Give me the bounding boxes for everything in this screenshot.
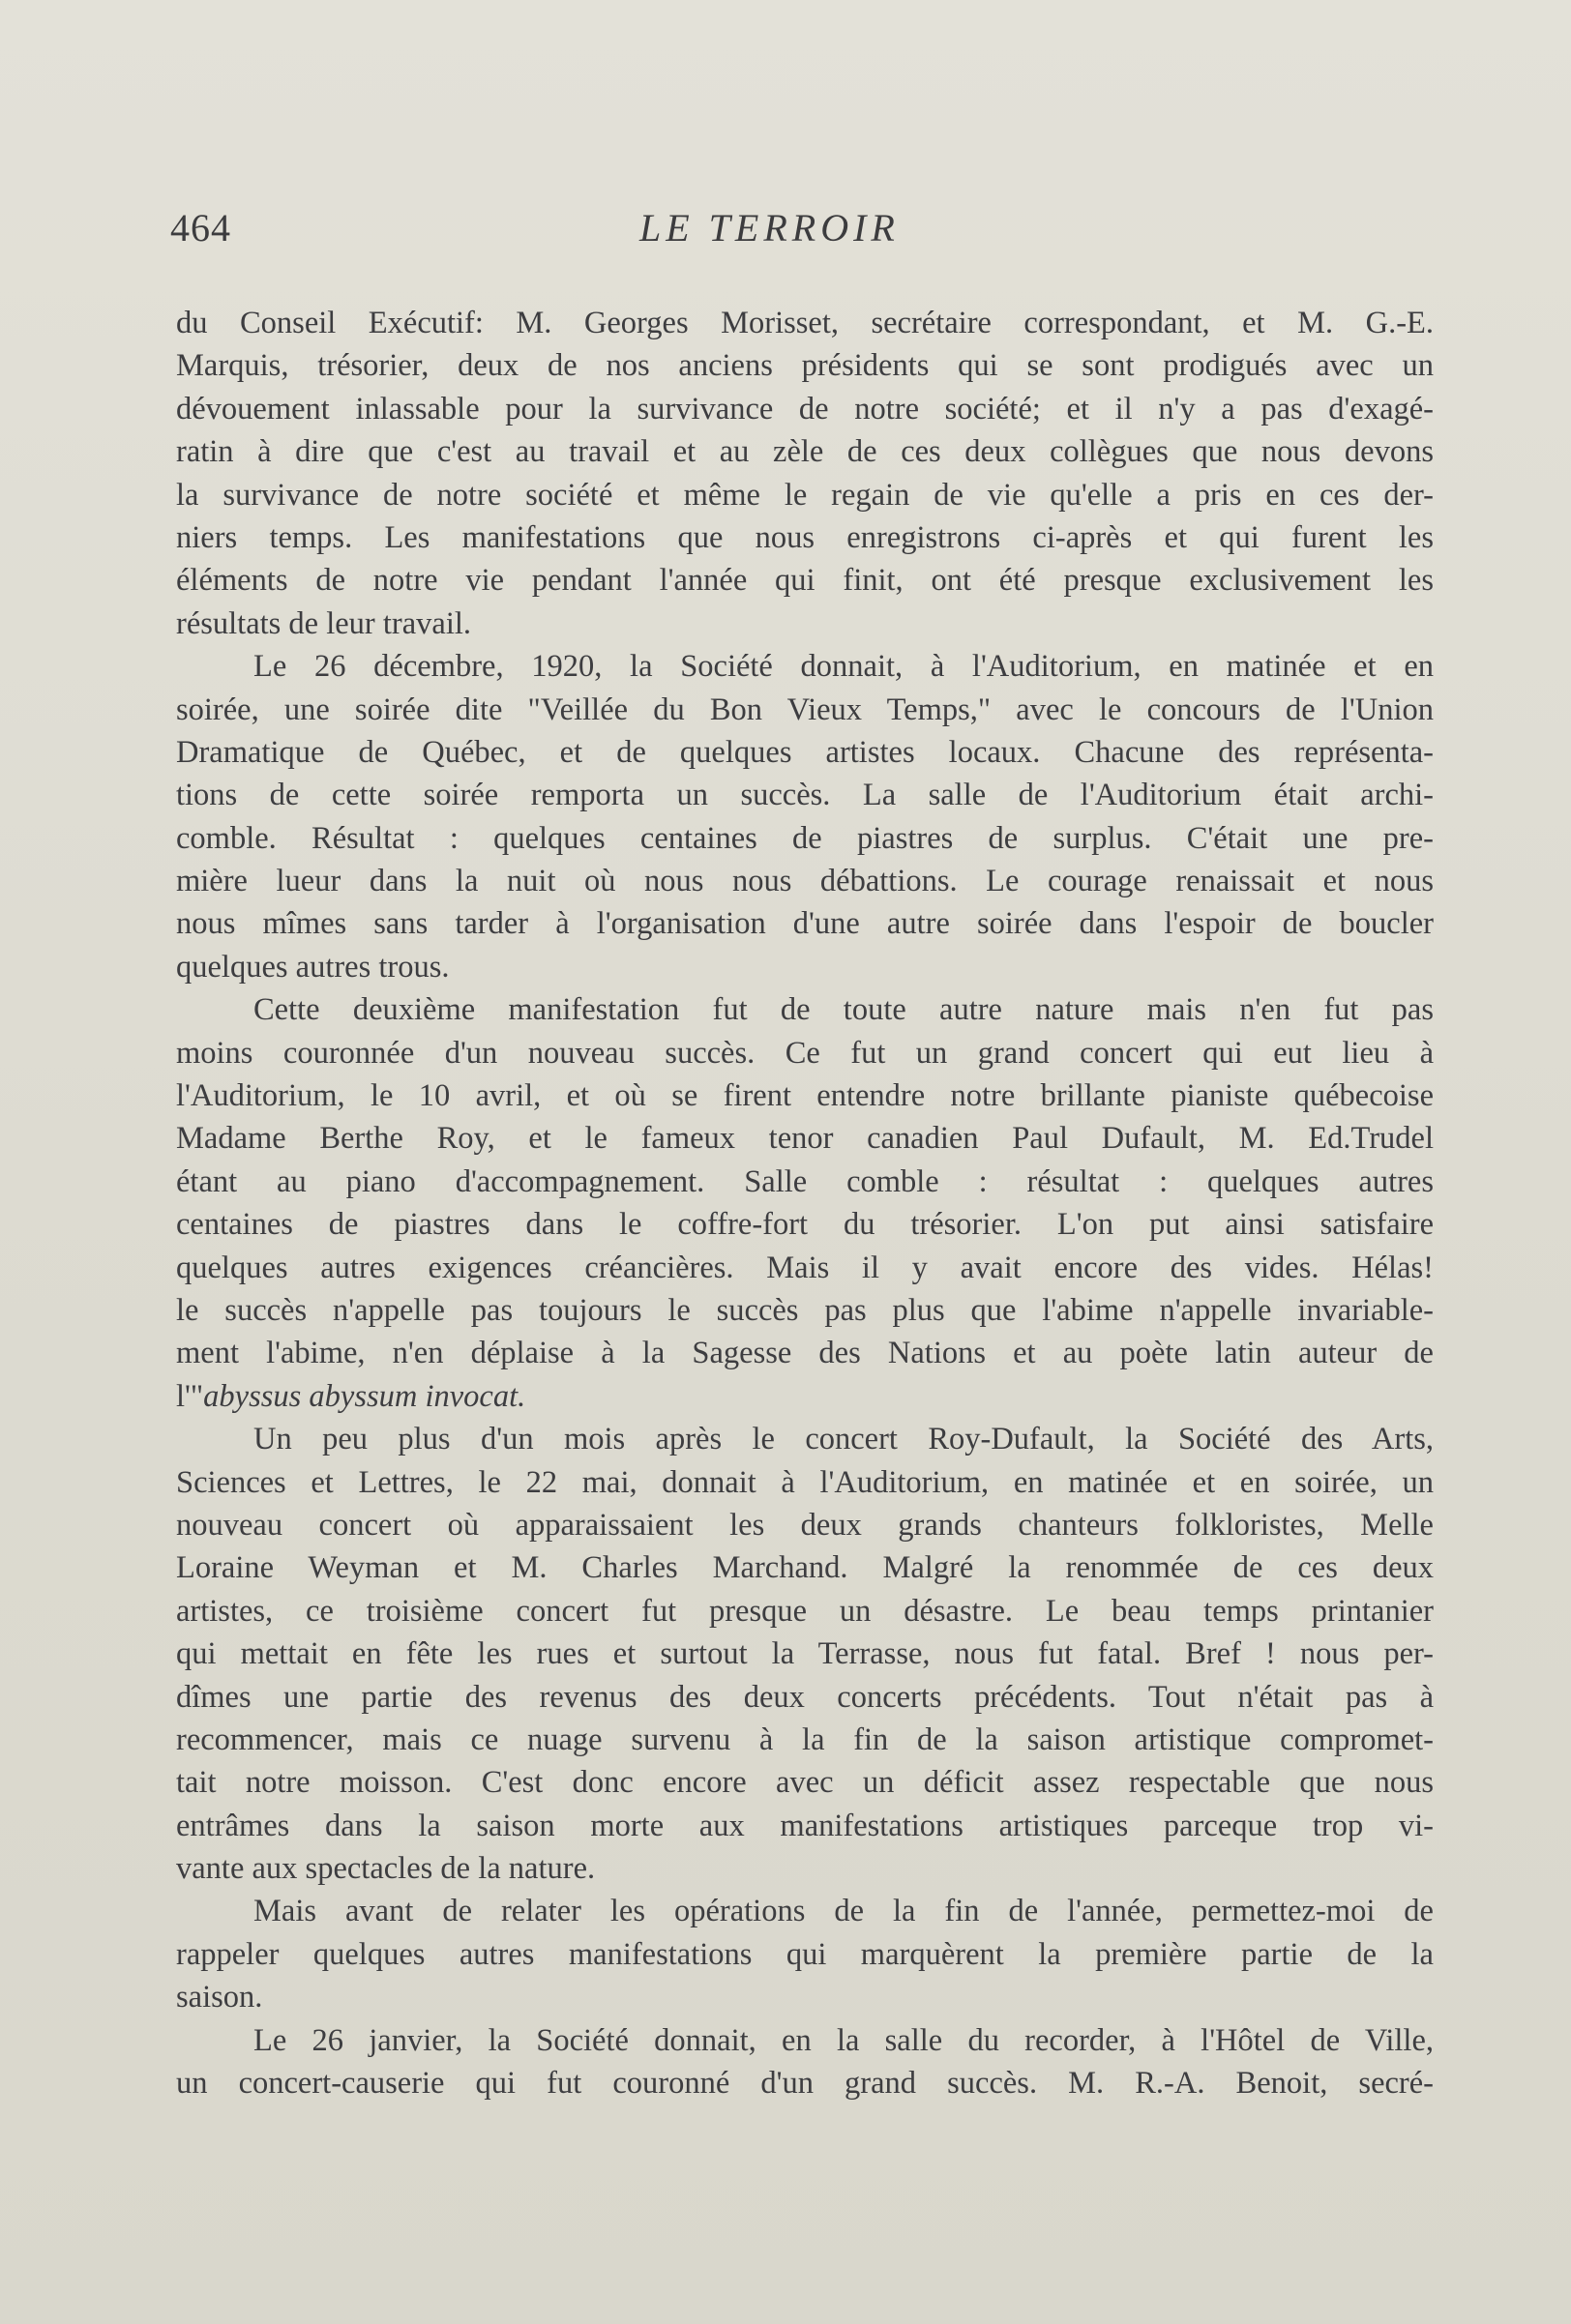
text-line: saison. bbox=[176, 1980, 263, 2015]
text-line: qui mettait en fête les rues et surtout la Terrasse, nous fut fatal. Bref ! nous per- bbox=[176, 1636, 1434, 1672]
text-line: tait notre moisson. C'est donc encore avec un déficit assez respectable que nous bbox=[176, 1765, 1434, 1801]
text-line: Cette deuxième manifestation fut de toute autre nature mais n'en fut pas bbox=[253, 992, 1434, 1028]
text-line: résultats de leur travail. bbox=[176, 605, 472, 641]
text-line: nous mîmes sans tarder à l'organisation d'une autre soirée dans l'espoir de boucler bbox=[176, 906, 1434, 942]
text-line: soirée, une soirée dite "Veillée du Bon Vieux Temps," avec le concours de l'Union bbox=[176, 691, 1434, 727]
text-line: la survivance de notre société et même le regain de vie qu'elle a pris en ces der- bbox=[176, 477, 1434, 513]
text-line: tions de cette soirée remporta un succès. La salle de l'Auditorium était archi- bbox=[176, 778, 1434, 813]
text-line: dévouement inlassable pour la survivance de notre société; et il n'y a pas d'exagé- bbox=[176, 391, 1434, 427]
body-text bbox=[176, 302, 1434, 2104]
text-line: Le 26 janvier, la Société donnait, en la salle du recorder, à l'Hôtel de Ville, bbox=[253, 2022, 1434, 2058]
text-line: centaines de piastres dans le coffre-fort du trésorier. L'on put ainsi satisfaire bbox=[176, 1207, 1434, 1243]
text-line: éléments de notre vie pendant l'année qui finit, ont été presque exclusivement les bbox=[176, 563, 1434, 599]
text-line bbox=[176, 1375, 1434, 1418]
text-line: entrâmes dans la saison morte aux manifestations artistiques parceque trop vi- bbox=[176, 1808, 1434, 1843]
text-line: quelques autres trous. bbox=[176, 949, 450, 985]
text-line: Dramatique de Québec, et de quelques artistes locaux. Chacune des représenta- bbox=[176, 734, 1434, 770]
latin-quote: abyssus abyssum invocat. bbox=[203, 1378, 526, 1414]
text-line: l'Auditorium, le 10 avril, et où se firent entendre notre brillante pianiste québecoise bbox=[176, 1078, 1434, 1114]
text-line: nouveau concert où apparaissaient les deux grands chanteurs folkloristes, Melle bbox=[176, 1507, 1434, 1543]
text-line: vante aux spectacles de la nature. bbox=[176, 1851, 596, 1887]
text-line: recommencer, mais ce nuage survenu à la fin de la saison artistique compromet- bbox=[176, 1721, 1434, 1757]
text-line: moins couronnée d'un nouveau succès. Ce fut un grand concert qui eut lieu à bbox=[176, 1035, 1434, 1071]
text-line: étant au piano d'accompagnement. Salle comble : résultat : quelques autres bbox=[176, 1163, 1434, 1199]
running-head bbox=[170, 205, 1428, 263]
text-line: du Conseil Exécutif: M. Georges Morisset, secrétaire correspondant, et M. G.-E. bbox=[176, 306, 1434, 340]
text-line: dîmes une partie des revenus des deux concerts précédents. Tout n'était pas à bbox=[176, 1679, 1434, 1715]
text-line: niers temps. Les manifestations que nous enregistrons ci-après et qui furent les bbox=[176, 519, 1434, 555]
text-line: rappeler quelques autres manifestations qui marquèrent la première partie de la bbox=[176, 1936, 1434, 1972]
text-line: ratin à dire que c'est au travail et au zèle de ces deux collègues que nous devons bbox=[176, 434, 1434, 470]
text-line: Sciences et Lettres, le 22 mai, donnait à l'Auditorium, en matinée et en soirée, un bbox=[176, 1464, 1434, 1500]
text-line: Mais avant de relater les opérations de la fin de l'année, permettez-moi de bbox=[253, 1894, 1434, 1929]
text-line: artistes, ce troisième concert fut presque un désastre. Le beau temps printanier bbox=[176, 1593, 1434, 1629]
text-line: Marquis, trésorier, deux de nos anciens présidents qui se sont prodigués avec un bbox=[176, 348, 1434, 384]
page-number: 464 bbox=[170, 206, 231, 250]
text-line: Loraine Weyman et M. Charles Marchand. Malgré la renommée de ces deux bbox=[176, 1550, 1434, 1586]
text-line: mière lueur dans la nuit où nous nous débattions. Le courage renaissait et nous bbox=[176, 864, 1434, 899]
journal-title: LE TERROIR bbox=[639, 206, 900, 250]
text-line: le succès n'appelle pas toujours le succès pas plus que l'abime n'appelle invariable- bbox=[176, 1292, 1434, 1328]
quote-prefix: l'" bbox=[176, 1378, 204, 1414]
text-line: quelques autres exigences créancières. Mais il y avait encore des vides. Hélas! bbox=[176, 1250, 1434, 1285]
text-line: ment l'abime, n'en déplaise à la Sagesse des Nations et au poète latin auteur de bbox=[176, 1336, 1434, 1371]
text-line: Un peu plus d'un mois après le concert Roy-Dufault, la Société des Arts, bbox=[253, 1422, 1434, 1457]
text-line: Madame Berthe Roy, et le fameux tenor canadien Paul Dufault, M. Ed.Trudel bbox=[176, 1121, 1434, 1157]
text-line: Le 26 décembre, 1920, la Société donnait, à l'Auditorium, en matinée et en bbox=[253, 649, 1434, 685]
text-line: un concert-causerie qui fut couronné d'un grand succès. M. R.-A. Benoit, secré- bbox=[176, 2066, 1434, 2102]
text-line: comble. Résultat : quelques centaines de piastres de surplus. C'était une pre- bbox=[176, 820, 1434, 856]
